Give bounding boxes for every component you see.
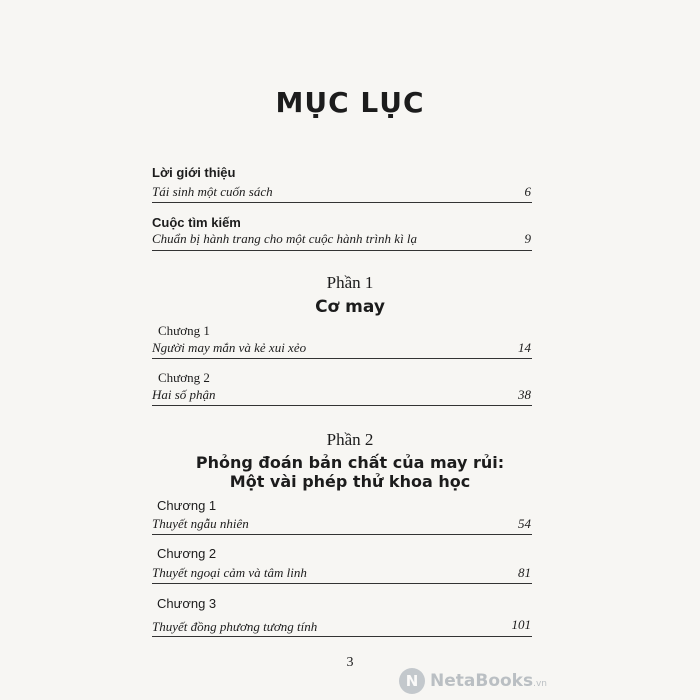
entry-title: Tái sinh một cuốn sách [152, 184, 273, 199]
section-heading: Cuộc tìm kiếm [152, 215, 241, 230]
entry-page-number: 9 [524, 231, 531, 246]
page-title: MỤC LỤC [275, 86, 425, 119]
divider [152, 202, 532, 203]
divider [152, 358, 532, 359]
chapter-label: Chương 1 [158, 323, 210, 338]
entry-title: Chuẩn bị hành trang cho một cuộc hành trình kì lạ [152, 231, 418, 246]
watermark-suffix: .vn [533, 679, 548, 689]
part-title: Cơ may [315, 297, 385, 317]
chapter-label: Chương 2 [157, 546, 217, 561]
watermark-brand-name: NetaBooks [430, 671, 534, 691]
part-title-line-2: Một vài phép thử khoa học [229, 472, 471, 491]
divider [152, 405, 532, 406]
chapter-label: Chương 1 [157, 498, 217, 513]
chapter-title: Hai số phận [152, 387, 216, 402]
netabooks-logo-icon: N [399, 668, 425, 694]
chapter-label: Chương 2 [158, 370, 210, 385]
chapter-page-number: 101 [511, 617, 531, 632]
chapter-title: Người may mắn và kẻ xui xẻo [152, 340, 307, 355]
entry-page-number: 6 [524, 184, 531, 199]
chapter-title: Thuyết đồng phương tương tính [152, 619, 318, 634]
part-label: Phần 2 [326, 430, 374, 449]
page-number: 3 [346, 655, 354, 670]
watermark [399, 666, 699, 696]
watermark-brand [430, 671, 547, 691]
chapter-page-number: 81 [518, 565, 531, 580]
divider [152, 250, 532, 251]
chapter-title: Thuyết ngoại cảm và tâm linh [152, 565, 307, 580]
part-title-line-1: Phỏng đoán bản chất của may rủi: [195, 453, 505, 472]
divider [152, 534, 532, 535]
divider [152, 636, 532, 637]
part-label: Phần 1 [326, 273, 374, 292]
chapter-title: Thuyết ngẫu nhiên [152, 516, 249, 531]
chapter-page-number: 38 [518, 387, 531, 402]
section-heading: Lời giới thiệu [152, 165, 236, 180]
chapter-page-number: 14 [518, 340, 531, 355]
divider [152, 583, 532, 584]
chapter-label: Chương 3 [157, 596, 217, 611]
chapter-page-number: 54 [518, 516, 531, 531]
